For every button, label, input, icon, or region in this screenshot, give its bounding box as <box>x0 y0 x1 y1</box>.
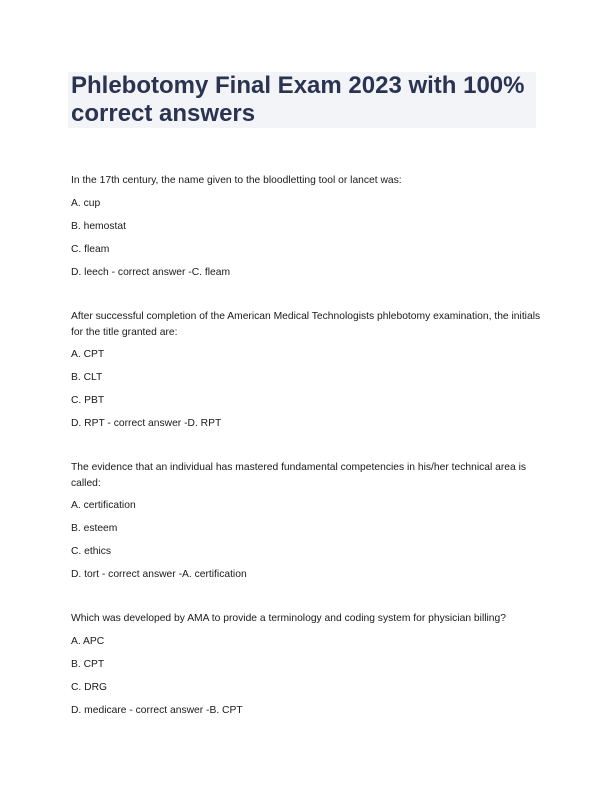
answer-option: D. RPT - correct answer -D. RPT <box>71 418 222 429</box>
answer-option: D. tort - correct answer -A. certification <box>71 569 247 580</box>
answer-option: B. CPT <box>71 659 105 670</box>
answer-option: B. CLT <box>71 372 103 383</box>
question-2 <box>71 309 541 431</box>
answer-option: C. DRG <box>71 682 108 693</box>
question-text: Which was developed by AMA to provide a terminology and coding system for physician billing? <box>71 613 506 624</box>
answer-option: A. CPT <box>71 349 105 360</box>
question-4 <box>71 611 541 718</box>
answer-option: C. ethics <box>71 546 112 557</box>
answer-option: A. cup <box>71 198 101 209</box>
answer-option: D. medicare - correct answer -B. CPT <box>71 705 243 716</box>
question-text: After successful completion of the American Medical Technologists phlebotomy examination, the initials for the title granted are: <box>71 311 541 338</box>
question-text: The evidence that an individual has mastered fundamental competencies in his/her technical area is called: <box>71 462 527 489</box>
answer-option: A. APC <box>71 636 105 647</box>
question-1 <box>71 173 541 280</box>
question-3 <box>71 460 541 582</box>
answer-option: C. fleam <box>71 244 110 255</box>
document-title: Phlebotomy Final Exam 2023 with 100% correct answers <box>71 72 525 127</box>
answer-option: D. leech - correct answer -C. fleam <box>71 267 231 278</box>
question-text: In the 17th century, the name given to the bloodletting tool or lancet was: <box>71 175 402 186</box>
answer-option: C. PBT <box>71 395 105 406</box>
answer-option: B. esteem <box>71 523 118 534</box>
answer-option: B. hemostat <box>71 221 126 232</box>
answer-option: A. certification <box>71 500 136 511</box>
